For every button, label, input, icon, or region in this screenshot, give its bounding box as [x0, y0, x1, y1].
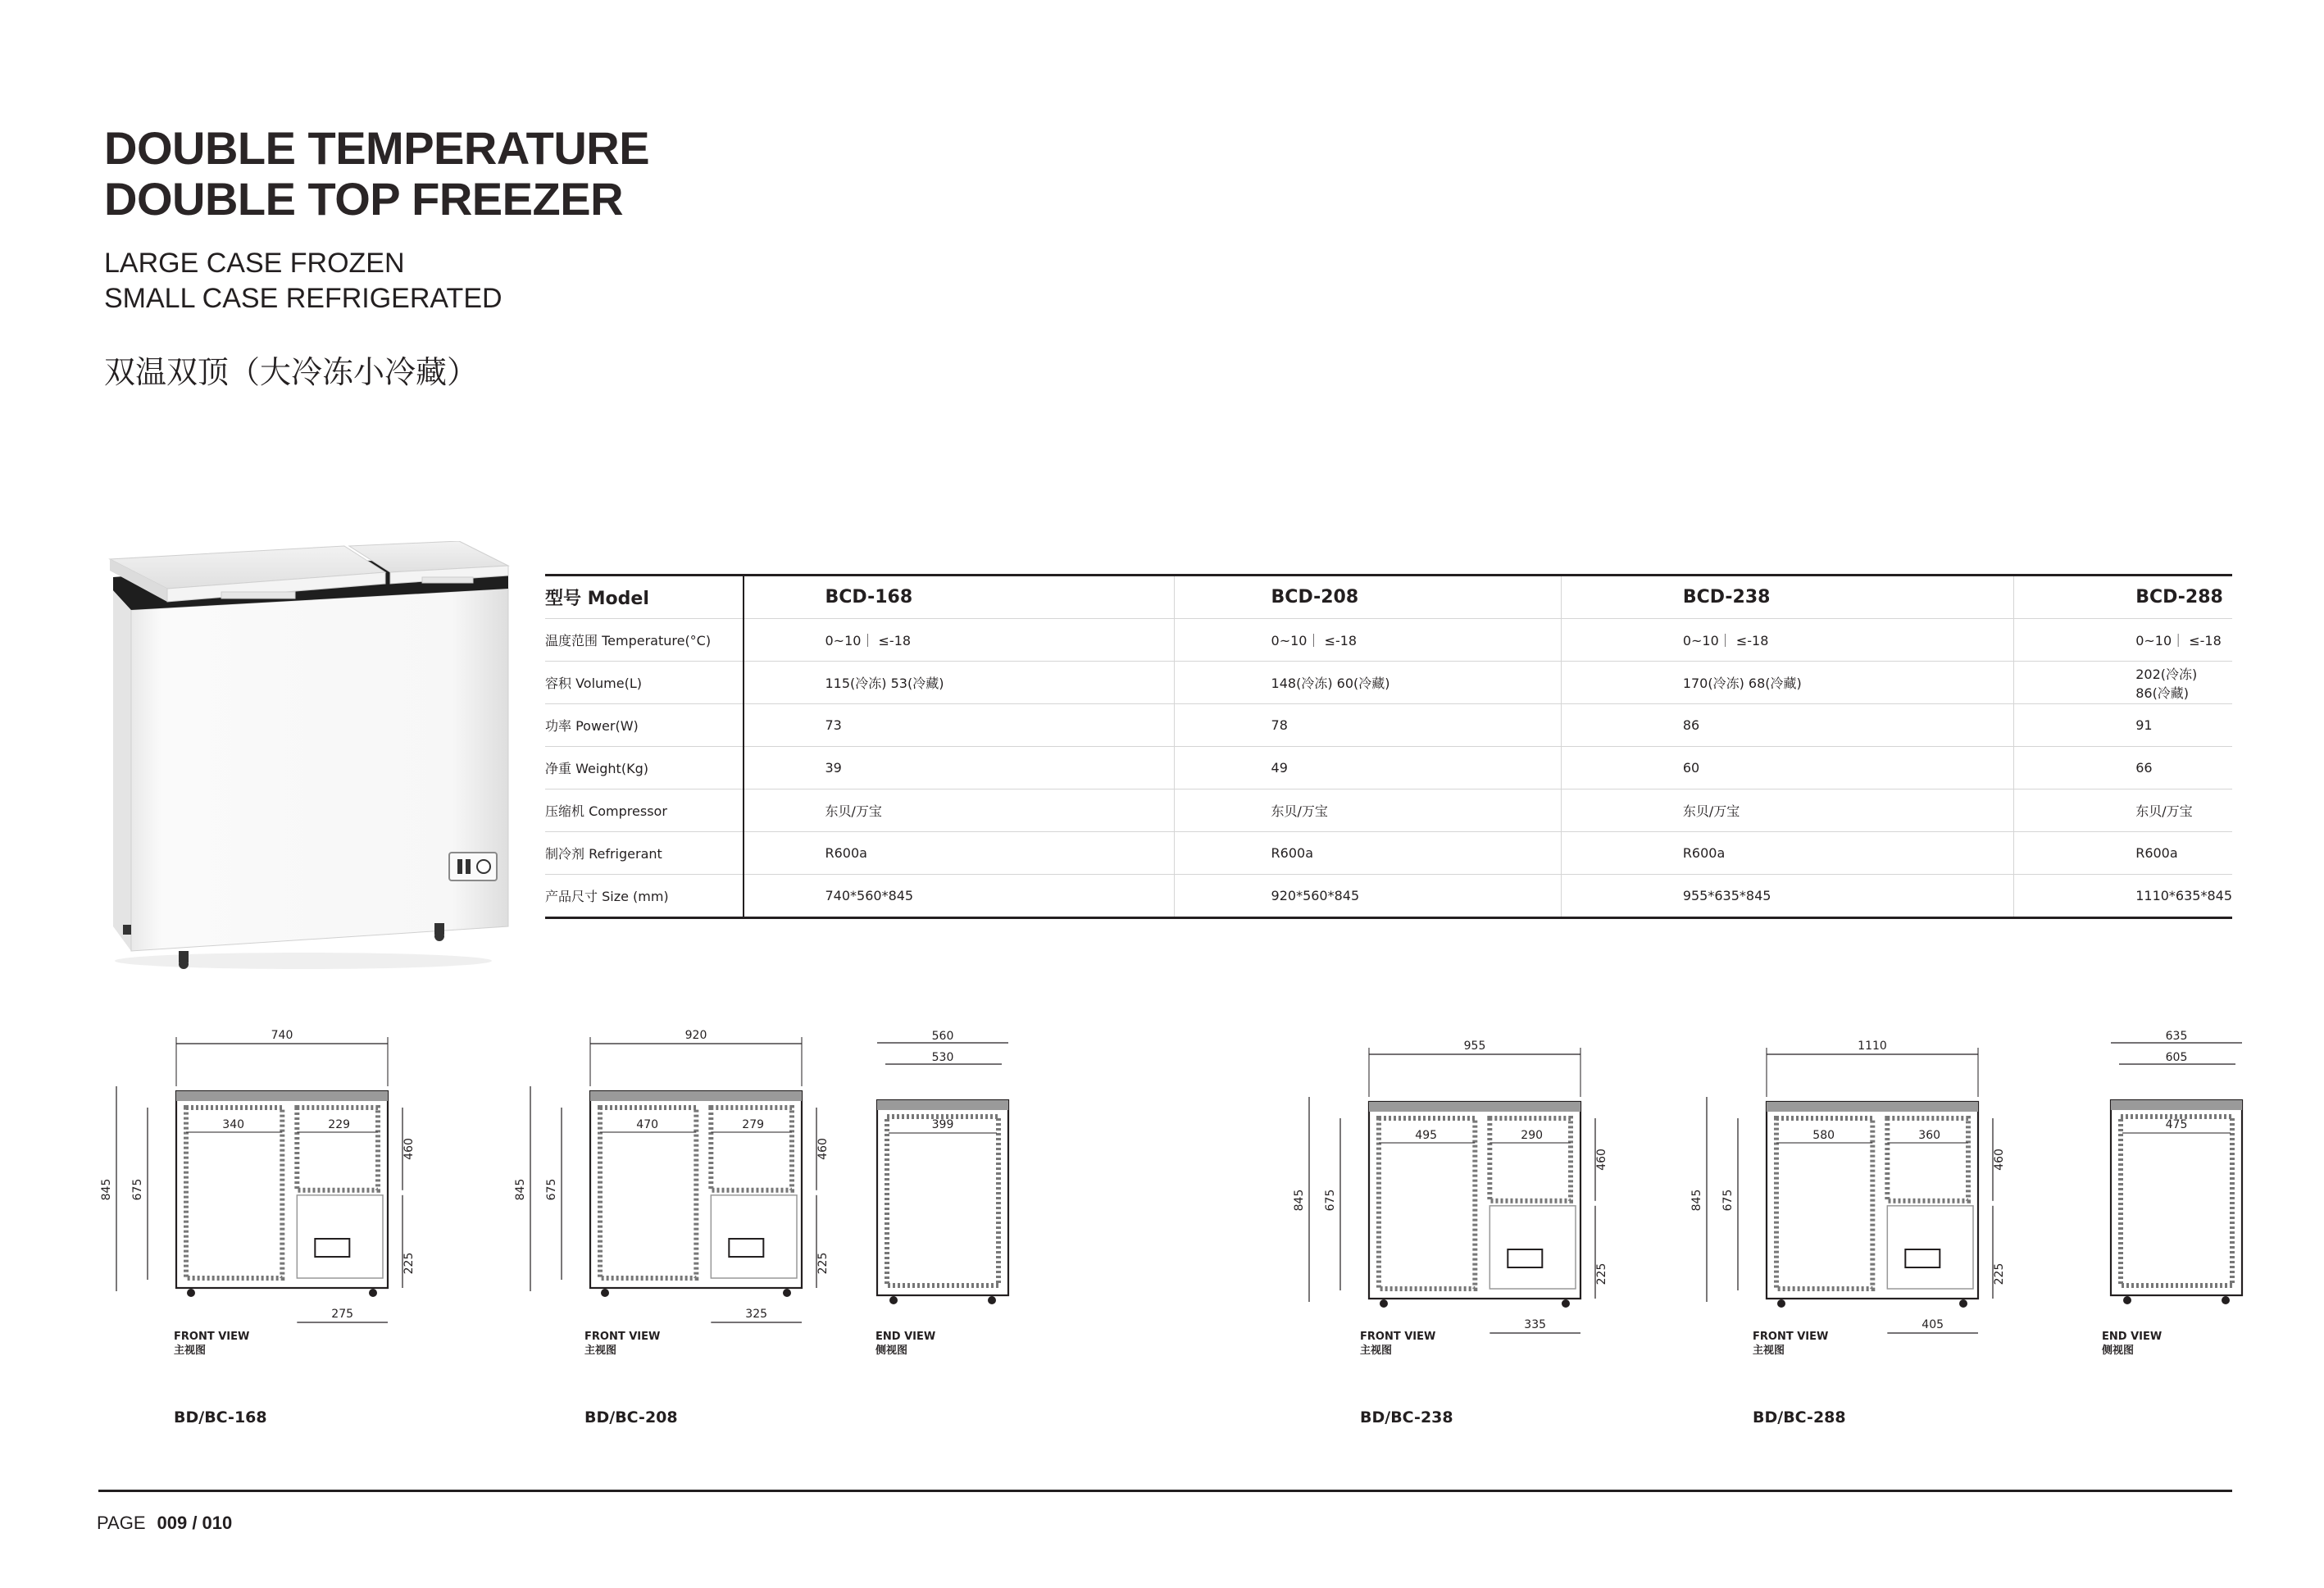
fridge-width-dimension: 229	[328, 1118, 351, 1131]
height-dimension: 845	[1690, 1189, 1703, 1212]
cell: 东贝/万宝	[1174, 789, 1561, 832]
width-dimension: 955	[1463, 1040, 1486, 1053]
model-label: BD/BC-288	[1753, 1408, 1846, 1426]
height-dimension: 845	[514, 1178, 527, 1201]
header-label: 型号 Model	[545, 576, 744, 619]
cell: 955*635*845	[1561, 875, 2013, 917]
caster-icon	[601, 1289, 609, 1297]
cell: 91	[2014, 704, 2232, 747]
compressor-bay	[1489, 1206, 1576, 1289]
caster-icon	[187, 1289, 195, 1297]
compressor-height-dimension: 225	[402, 1252, 416, 1275]
caster-icon	[1380, 1299, 1388, 1308]
row-label: 净重 Weight(Kg)	[545, 747, 744, 789]
cell: 66	[2014, 747, 2232, 789]
cell: 0~10｜ ≤-18	[1561, 619, 2013, 662]
cell: 60	[1561, 747, 2013, 789]
caster-icon	[1562, 1299, 1570, 1308]
fridge-width-dimension: 279	[742, 1118, 765, 1131]
front-view-label	[584, 1330, 660, 1358]
cell: 1110*635*845	[2135, 888, 2232, 903]
fridge-width-dimension: 360	[1918, 1129, 1941, 1142]
fridge-height-dimension: 460	[1993, 1149, 2006, 1171]
cell: 148(冷冻) 60(冷藏)	[1174, 662, 1561, 704]
page-label: PAGE	[97, 1513, 146, 1533]
height-dimension: 845	[100, 1178, 113, 1201]
width-dimension: 920	[684, 1029, 707, 1042]
inner-height-dimension: 675	[1324, 1189, 1337, 1212]
product-image	[107, 541, 525, 976]
subtitle-line-2: SMALL CASE REFRIGERATED	[104, 283, 503, 314]
caster-icon	[369, 1289, 377, 1297]
end-view-label-en: END VIEW	[2102, 1331, 2163, 1343]
freezer-width-dimension: 470	[636, 1118, 659, 1131]
caster-icon	[2222, 1296, 2230, 1304]
fridge-height-dimension: 460	[816, 1138, 830, 1160]
caster-icon	[783, 1289, 791, 1297]
inner-cavity	[2121, 1117, 2232, 1285]
fridge-width-dimension: 290	[1521, 1129, 1544, 1142]
end-view-label	[2102, 1330, 2162, 1358]
inner-height-dimension: 675	[131, 1178, 144, 1201]
caster-icon	[2123, 1296, 2131, 1304]
front-view-label-en: FRONT VIEW	[1360, 1331, 1436, 1343]
front-view-label-en: FRONT VIEW	[174, 1331, 250, 1343]
height-dimension: 845	[1293, 1189, 1306, 1212]
front-view-label-cn: 主视图	[584, 1345, 617, 1357]
freezer-compartment	[1379, 1118, 1475, 1289]
cell: 78	[1174, 704, 1561, 747]
cell: 740*560*845	[744, 875, 1174, 917]
table-row	[545, 747, 2232, 789]
freezer-width-dimension: 495	[1415, 1129, 1438, 1142]
front-view-label-en: FRONT VIEW	[1753, 1331, 1829, 1343]
table-header-row	[545, 576, 2232, 619]
control-box-icon	[729, 1239, 763, 1257]
compressor-height-dimension: 225	[816, 1252, 830, 1275]
cell: R600a	[744, 832, 1174, 875]
chest-freezer-illustration	[107, 541, 525, 976]
control-box-icon	[1905, 1249, 1940, 1267]
end-view-label-en: END VIEW	[875, 1331, 936, 1343]
end-view-drawing-560	[861, 1030, 1025, 1301]
title-line-2: DOUBLE TOP FREEZER	[104, 173, 624, 225]
front-view-label	[1360, 1330, 1435, 1358]
front-view-svg	[1291, 1040, 1619, 1331]
compressor-height-dimension: 225	[1993, 1263, 2006, 1285]
front-view-label-en: FRONT VIEW	[584, 1331, 661, 1343]
compressor-bay	[1887, 1206, 1973, 1289]
chinese-title: 双温双顶（大冷冻小冷藏）	[104, 354, 479, 390]
front-view-drawing-168	[98, 1029, 426, 1321]
front-view-label	[1753, 1330, 1828, 1358]
table-row	[545, 832, 2232, 875]
row-label: 产品尺寸 Size (mm)	[545, 875, 744, 917]
row-label: 容积 Volume(L)	[545, 662, 744, 704]
freezer-compartment	[186, 1108, 282, 1278]
end-view-drawing-635	[2094, 1030, 2258, 1301]
page-subtitle	[104, 246, 503, 316]
table-row	[545, 704, 2232, 747]
lid-band	[2111, 1100, 2242, 1110]
control-box-icon	[315, 1239, 349, 1257]
cell: 202(冷冻) 86(冷藏)	[2014, 662, 2232, 704]
fridge-height-dimension: 460	[402, 1138, 416, 1160]
page-number: 009 / 010	[157, 1513, 233, 1533]
front-view-drawing-238	[1291, 1040, 1619, 1331]
cell: 49	[1174, 747, 1561, 789]
cell: 170(冷冻) 68(冷藏)	[1561, 662, 2013, 704]
end-view-svg	[861, 1030, 1025, 1297]
lid-band	[1767, 1102, 1978, 1112]
end-view-svg	[2094, 1030, 2258, 1297]
compressor-bay	[297, 1195, 383, 1278]
cell: 115(冷冻) 53(冷藏)	[744, 662, 1174, 704]
table-row	[545, 662, 2232, 704]
depth-dimension: 635	[2165, 1030, 2188, 1043]
caster-icon	[988, 1296, 996, 1304]
front-view-svg	[98, 1029, 426, 1321]
lid-band	[176, 1091, 388, 1101]
front-view-drawing-288	[1689, 1040, 2017, 1331]
compressor-width-dimension: 275	[331, 1308, 354, 1321]
row-label: 压缩机 Compressor	[545, 789, 744, 832]
cell: 86	[1561, 704, 2013, 747]
cell: 0~10｜ ≤-18	[744, 619, 1174, 662]
front-view-label	[174, 1330, 249, 1358]
lid-depth-dimension: 530	[931, 1051, 954, 1064]
model-header: BCD-238	[1561, 576, 2013, 619]
table-row	[545, 789, 2232, 832]
inner-depth-dimension: 475	[2165, 1118, 2188, 1131]
freezer-compartment	[1776, 1118, 1872, 1289]
freezer-width-dimension: 340	[222, 1118, 245, 1131]
front-view-drawing-208	[512, 1029, 840, 1321]
lid-band	[590, 1091, 802, 1101]
lid-depth-dimension: 605	[2165, 1051, 2188, 1064]
cell: 东贝/万宝	[2014, 789, 2232, 832]
control-box-icon	[1508, 1249, 1542, 1267]
compressor-width-dimension: 325	[745, 1308, 768, 1321]
end-view-label-cn: 侧视图	[875, 1345, 908, 1357]
compressor-bay	[711, 1195, 797, 1278]
page-title	[104, 123, 649, 225]
footer-divider	[98, 1490, 2232, 1492]
width-dimension: 1110	[1858, 1040, 1887, 1053]
lid-band	[877, 1100, 1008, 1110]
subtitle-line-1: LARGE CASE FROZEN	[104, 248, 405, 279]
cell: R600a	[2014, 832, 2232, 875]
front-view-label-cn: 主视图	[1360, 1345, 1393, 1357]
cell: 39	[744, 747, 1174, 789]
compressor-height-dimension: 225	[1595, 1263, 1608, 1285]
freezer-width-dimension: 580	[1812, 1129, 1835, 1142]
model-header: BCD-208	[1174, 576, 1561, 619]
model-label: BD/BC-168	[174, 1408, 267, 1426]
depth-dimension: 560	[931, 1030, 954, 1043]
cell: R600a	[1561, 832, 2013, 875]
inner-depth-dimension: 399	[931, 1118, 954, 1131]
model-label: BD/BC-238	[1360, 1408, 1453, 1426]
inner-height-dimension: 675	[1721, 1189, 1735, 1212]
cell: R600a	[1174, 832, 1561, 875]
spec-table	[545, 574, 2232, 919]
inner-height-dimension: 675	[545, 1178, 558, 1201]
compressor-width-dimension: 405	[1922, 1318, 1944, 1331]
spec-table-grid	[545, 576, 2232, 917]
title-line-1: DOUBLE TEMPERATURE	[104, 122, 650, 174]
fridge-height-dimension: 460	[1595, 1149, 1608, 1171]
lid-band	[1369, 1102, 1580, 1112]
end-view-label	[875, 1330, 935, 1358]
front-view-svg	[1689, 1040, 2017, 1331]
cell: 920*560*845	[1174, 875, 1561, 917]
width-dimension: 740	[271, 1029, 293, 1042]
end-view-label-cn: 侧视图	[2102, 1345, 2135, 1357]
front-view-svg	[512, 1029, 840, 1321]
row-label: 功率 Power(W)	[545, 704, 744, 747]
cell: 东贝/万宝	[1561, 789, 2013, 832]
freezer-compartment	[600, 1108, 696, 1278]
cell: 0~10｜ ≤-18	[1174, 619, 1561, 662]
caster-icon	[889, 1296, 898, 1304]
row-label: 温度范围 Temperature(°C)	[545, 619, 744, 662]
cell: 东贝/万宝	[744, 789, 1174, 832]
cell: 0~10｜ ≤-18	[2014, 619, 2232, 662]
front-view-label-cn: 主视图	[1753, 1345, 1785, 1357]
model-label: BD/BC-208	[584, 1408, 678, 1426]
cell: 73	[744, 704, 1174, 747]
caster-icon	[1777, 1299, 1785, 1308]
table-row	[545, 619, 2232, 662]
row-label: 制冷剂 Refrigerant	[545, 832, 744, 875]
model-header: BCD-168	[744, 576, 1174, 619]
compressor-width-dimension: 335	[1524, 1318, 1547, 1331]
caster-icon	[1959, 1299, 1967, 1308]
front-view-label-cn: 主视图	[174, 1345, 207, 1357]
table-row	[545, 875, 2232, 917]
model-header: BCD-288	[2014, 576, 2232, 619]
inner-cavity	[887, 1117, 998, 1285]
page-indicator	[97, 1513, 232, 1534]
